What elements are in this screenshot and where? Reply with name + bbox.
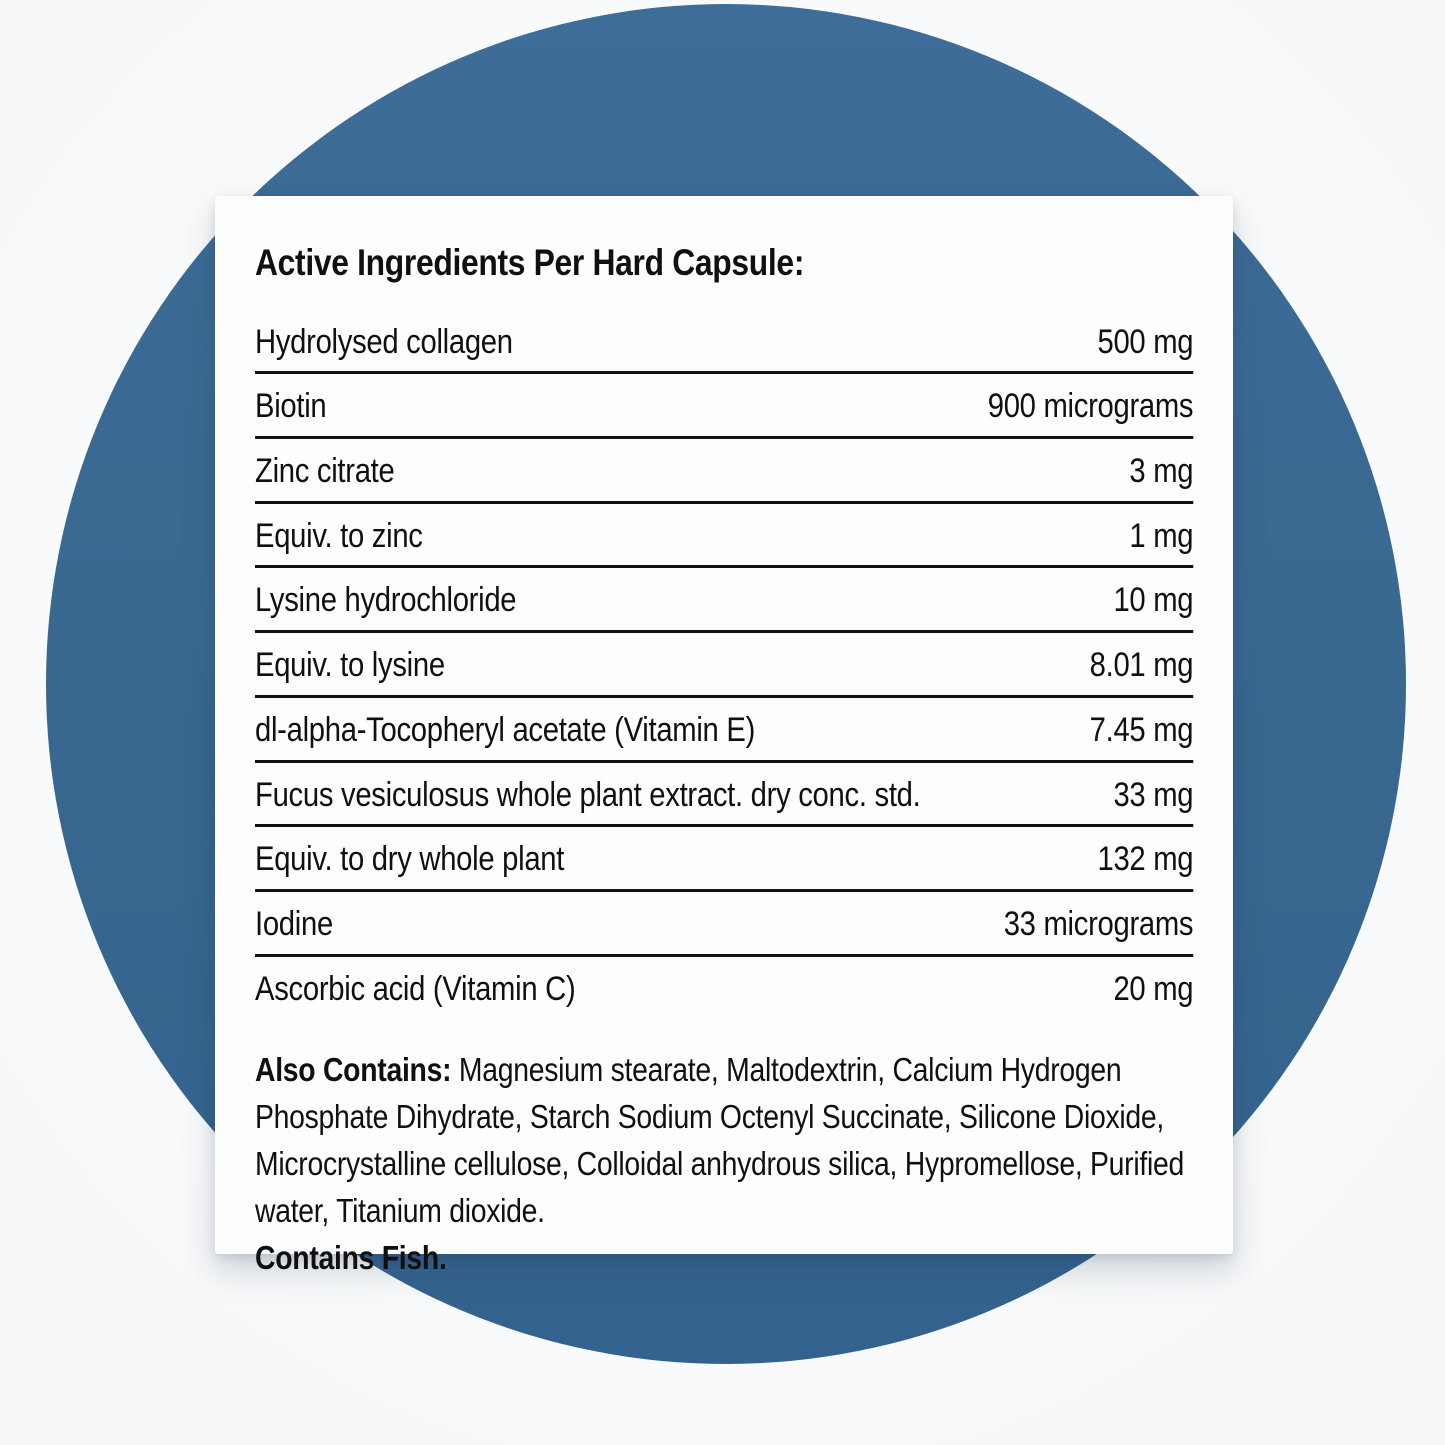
allergen-statement: Contains Fish.	[255, 1239, 447, 1277]
ingredient-amount: 1 mg	[1129, 516, 1194, 555]
ingredient-name: Equiv. to zinc	[255, 516, 423, 555]
ingredient-amount: 10 mg	[1113, 581, 1194, 620]
also-contains-paragraph	[255, 1046, 1193, 1281]
ingredient-amount: 33 micrograms	[1003, 904, 1194, 943]
ingredient-name: dl-alpha-Tocopheryl acetate (Vitamin E)	[255, 710, 756, 749]
ingredients-label-card	[215, 196, 1233, 1277]
ingredient-name: Fucus vesiculosus whole plant extract. dry conc. std.	[255, 775, 921, 814]
ingredient-amount: 500 mg	[1097, 322, 1194, 361]
ingredient-name: Equiv. to lysine	[255, 646, 445, 685]
ingredient-name: Lysine hydrochloride	[255, 581, 517, 620]
ingredient-amount: 900 micrograms	[987, 387, 1194, 426]
ingredient-amount: 7.45 mg	[1089, 710, 1194, 749]
also-contains-text: Magnesium stearate, Maltodextrin, Calcium Hydrogen Phosphate Dihydrate, Starch Sodium Octenyl Succinate, Silicone Dioxide, Microcrystalline cellulose, Colloidal anhydrous silica, Hypromellose, Purified water, Titanium dioxide.	[255, 1051, 1184, 1230]
ingredient-row	[255, 504, 1193, 569]
ingredient-amount: 3 mg	[1129, 452, 1194, 491]
ingredient-row	[255, 827, 1193, 892]
ingredient-row	[255, 892, 1193, 957]
ingredient-row	[255, 374, 1193, 439]
ingredient-row	[255, 633, 1193, 698]
ingredient-row	[255, 957, 1193, 1019]
also-contains-label: Also Contains:	[255, 1051, 452, 1089]
ingredient-name: Ascorbic acid (Vitamin C)	[255, 969, 576, 1008]
ingredient-row	[255, 698, 1193, 763]
ingredient-name: Iodine	[255, 904, 333, 943]
ingredient-row	[255, 310, 1193, 375]
ingredient-name: Hydrolysed collagen	[255, 322, 513, 361]
ingredients-table	[255, 310, 1193, 1019]
ingredient-amount: 20 mg	[1113, 969, 1194, 1008]
ingredient-name: Biotin	[255, 387, 327, 426]
ingredient-amount: 8.01 mg	[1089, 646, 1194, 685]
ingredient-amount: 132 mg	[1097, 840, 1194, 879]
ingredient-row	[255, 763, 1193, 828]
ingredient-name: Zinc citrate	[255, 452, 395, 491]
ingredient-row	[255, 568, 1193, 633]
ingredient-row	[255, 439, 1193, 504]
label-title: Active Ingredients Per Hard Capsule:	[255, 242, 805, 283]
ingredient-name: Equiv. to dry whole plant	[255, 840, 565, 879]
ingredient-amount: 33 mg	[1113, 775, 1194, 814]
